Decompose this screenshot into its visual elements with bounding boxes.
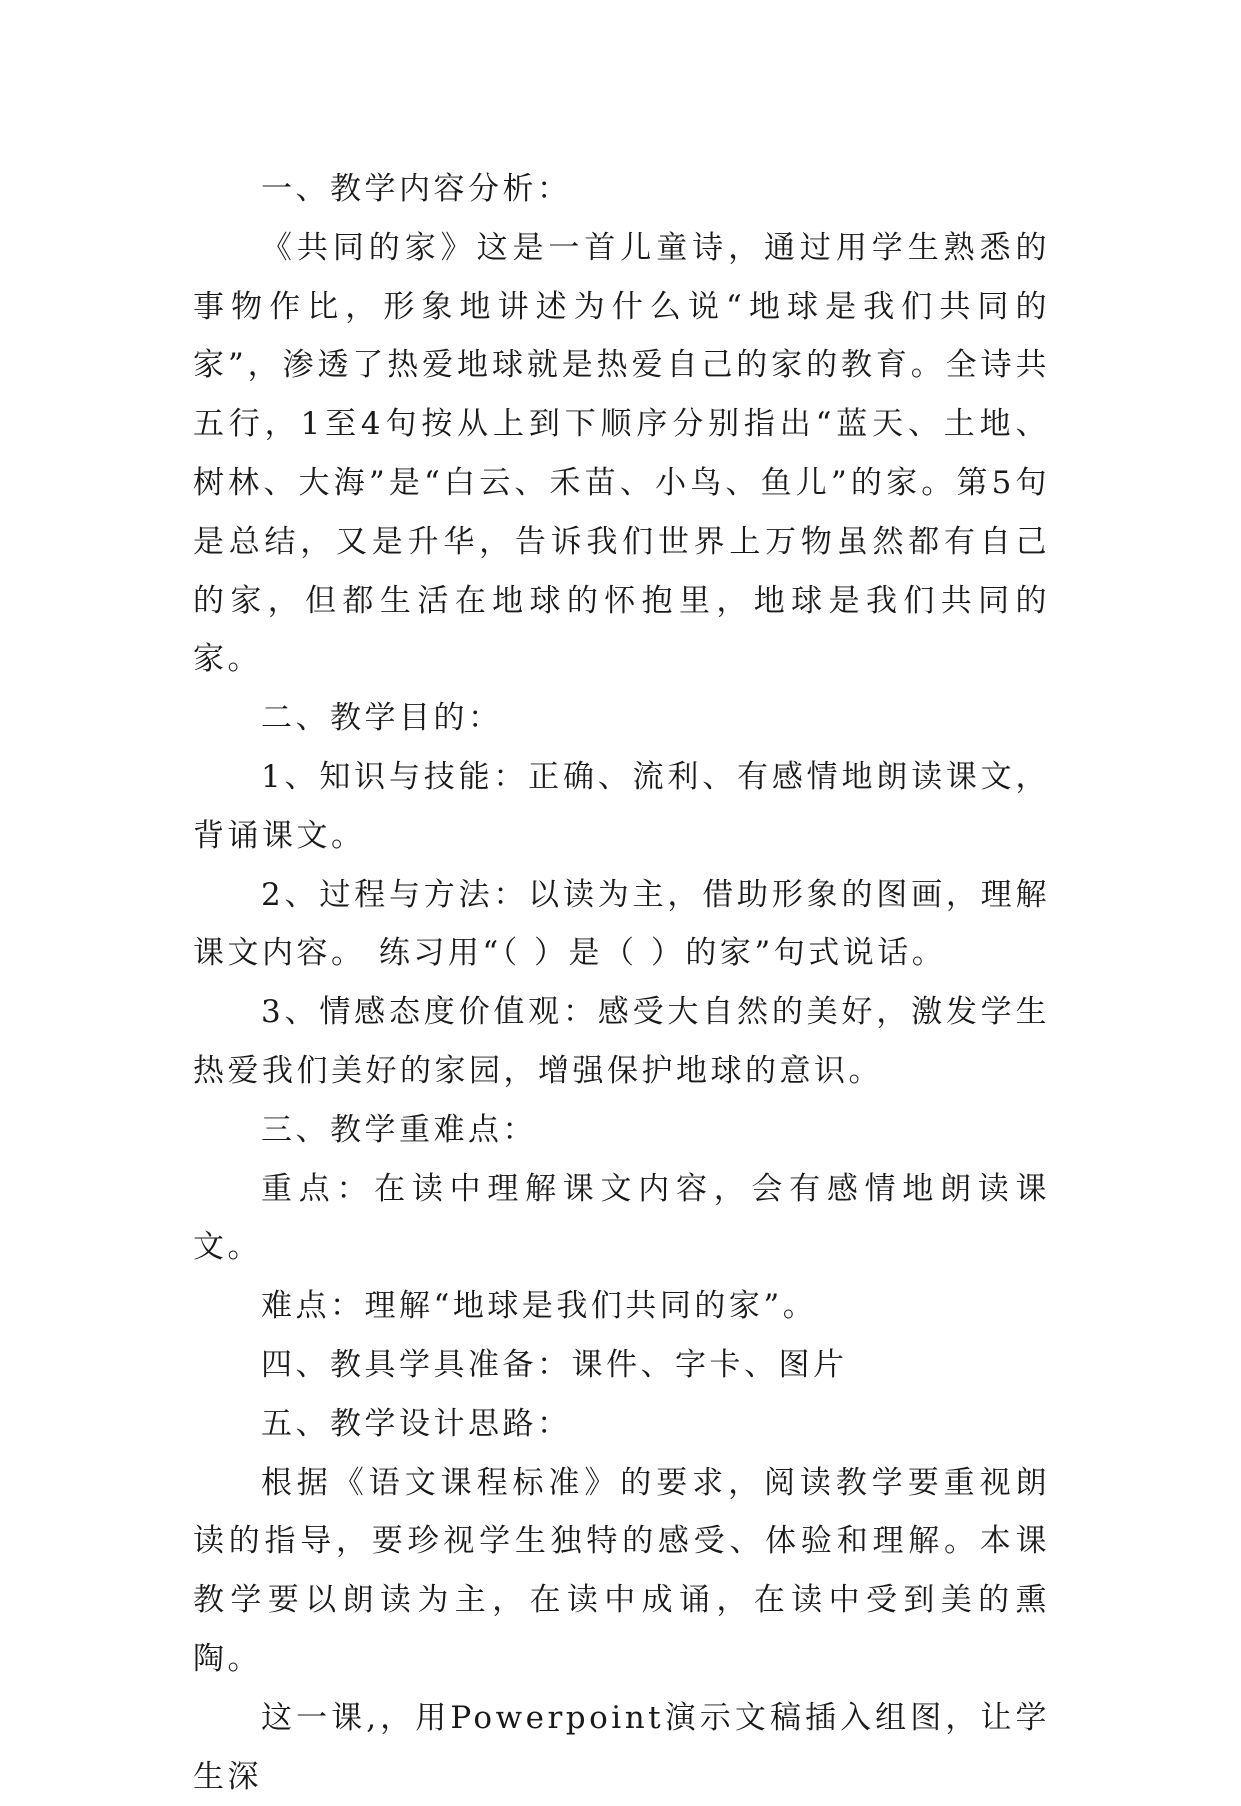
key-point: 重点：在读中理解课文内容，会有感情地朗读课文。 <box>193 1170 1050 1266</box>
lesson-approach-paragraph: 这一课,，用Powerpoint演示文稿插入组图，让学生深 <box>193 1699 1050 1795</box>
content-analysis-paragraph: 《共同的家》这是一首儿童诗，通过用学生熟悉的事物作比，形象地讲述为什么说“地球是我们共同的家”，渗透了热爱地球就是热爱自己的家的教育。全诗共五行，1至4句按从上到下顺序分别指出“蓝天、土地、树林、大海”是“白云、禾苗、小鸟、鱼儿”的家。第5句是总结，又是升华，告诉我们世界上万物虽然都有自己的家，但都生活在地球的怀抱里，地球是我们共同的家。 <box>193 229 1050 678</box>
section-heading-teaching-aids: 四、教具学具准备：课件、字卡、图片 <box>261 1346 848 1383</box>
section-heading-content-analysis: 一、教学内容分析： <box>261 171 572 207</box>
section-heading-design-ideas: 五、教学设计思路： <box>261 1405 572 1442</box>
section-heading-teaching-objectives: 二、教学目的： <box>261 700 503 737</box>
objective-knowledge-skills: 1、知识与技能：正确、流利、有感情地朗读课文，背诵课文。 <box>193 758 1050 854</box>
difficult-point: 难点：理解“地球是我们共同的家”。 <box>261 1288 818 1325</box>
document-body <box>193 160 1050 1806</box>
design-ideas-paragraph: 根据《语文课程标准》的要求，阅读教学要重视朗读的指导，要珍视学生独特的感受、体验和理解。本课教学要以朗读为主，在读中成诵，在读中受到美的熏陶。 <box>193 1464 1050 1677</box>
section-heading-key-difficult-points: 三、教学重难点： <box>261 1111 537 1148</box>
objective-process-methods: 2、过程与方法：以读为主，借助形象的图画，理解课文内容。 练习用“（ ）是（ ）的家”句式说话。 <box>193 876 1050 972</box>
objective-emotion-values: 3、情感态度价值观：感受大自然的美好，激发学生热爱我们美好的家园，增强保护地球的意识。 <box>193 994 1050 1089</box>
